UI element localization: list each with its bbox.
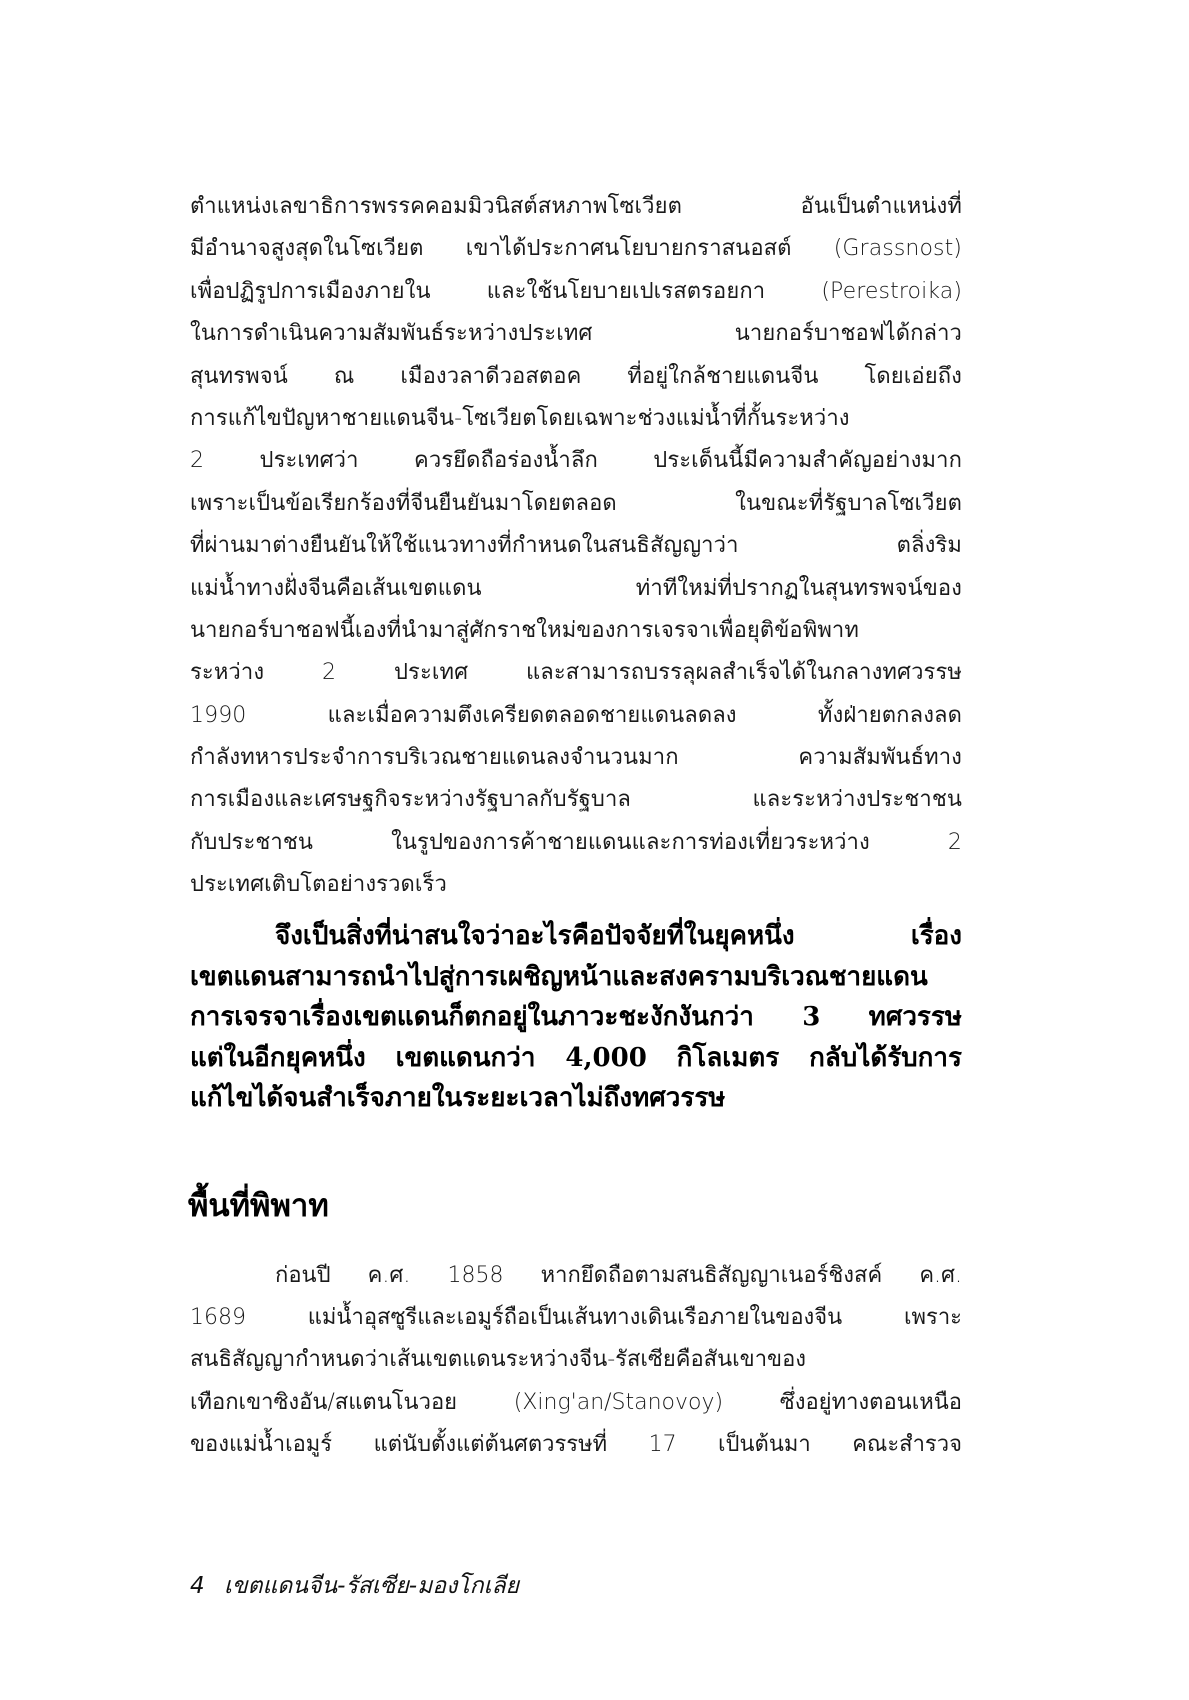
section-heading: พื้นที่พิพาท xyxy=(188,1188,329,1224)
text-line: การเมืองและเศรษฐกิจระหว่างรัฐบาลกับรัฐบาล และระหว่างประชาชน xyxy=(190,787,962,813)
text-line: 1689 แม่น้ำอุสซูรีและเอมูร์ถือเป็นเส้นทางเดินเรือภายในของจีน เพราะ xyxy=(190,1305,962,1331)
text-line: แต่ในอีกยุคหนึ่ง เขตแดนกว่า 4,000 กิโลเมตร กลับได้รับการ xyxy=(190,1042,962,1073)
running-title: เขตแดนจีน-รัสเซีย-มองโกเลีย xyxy=(223,1573,520,1599)
text-line: 1990 และเมื่อความตึงเครียดตลอดชายแดนลดลง ทั้งฝ่ายตกลงลด xyxy=(190,702,962,728)
text-line: เพราะเป็นข้อเรียกร้องที่จีนยืนยันมาโดยตลอด ในขณะที่รัฐบาลโซเวียต xyxy=(190,490,962,516)
page-footer xyxy=(190,1568,519,1604)
text-line: สุนทรพจน์ ณ เมืองวลาดีวอสตอค ที่อยู่ใกล้ชายแดนจีน โดยเอ่ยถึง xyxy=(190,363,962,389)
text-line: นายกอร์บาชอฟนี้เองที่นำมาสู่ศักราชใหม่ของการเจรจาเพื่อยุติข้อพิพาท xyxy=(190,617,859,643)
text-line: แก้ไขได้จนสำเร็จภายในระยะเวลาไม่ถึงทศวรรษ xyxy=(190,1083,726,1114)
text-line: 2 ประเทศว่า ควรยึดถือร่องน้ำลึก ประเด็นนี้มีความสำคัญอย่างมาก xyxy=(190,448,962,474)
text-line: เทือกเขาซิงอัน/สแตนโนวอย (Xing'an/Stanovoy) ซึ่งอยู่ทางตอนเหนือ xyxy=(190,1389,962,1415)
text-line: ตำแหน่งเลขาธิการพรรคคอมมิวนิสต์สหภาพโซเวียต อันเป็นตำแหน่งที่ xyxy=(190,194,962,219)
text-line: จึงเป็นสิ่งที่น่าสนใจว่าอะไรคือปัจจัยที่ในยุคหนึ่ง เรื่อง xyxy=(275,921,962,951)
paragraph-disputed-area xyxy=(190,1255,962,1466)
text-line: ระหว่าง 2 ประเทศ และสามารถบรรลุผลสำเร็จได้ในกลางทศวรรษ xyxy=(190,660,962,686)
text-line: การแก้ไขปัญหาชายแดนจีน-โซเวียตโดยเฉพาะช่วงแม่น้ำที่กั้นระหว่าง xyxy=(190,405,850,431)
text-line: ที่ผ่านมาต่างยืนยันให้ใช้แนวทางที่กำหนดในสนธิสัญญาว่า ตลิ่งริม xyxy=(190,533,962,559)
paragraph-emphasis xyxy=(190,916,962,1119)
text-line: ในการดำเนินความสัมพันธ์ระหว่างประเทศ นายกอร์บาชอฟได้กล่าว xyxy=(190,321,962,347)
text-line: ของแม่น้ำเอมูร์ แต่นับตั้งแต่ต้นศตวรรษที่ 17 เป็นต้นมา คณะสำรวจ xyxy=(190,1431,962,1457)
text-line: เพื่อปฏิรูปการเมืองภายใน และใช้นโยบายเปเรสตรอยกา (Perestroika) xyxy=(190,278,962,304)
text-line: กำลังทหารประจำการบริเวณชายแดนลงจำนวนมาก ความสัมพันธ์ทาง xyxy=(190,745,962,771)
text-line: กับประชาชน ในรูปของการค้าชายแดนและการท่องเที่ยวระหว่าง 2 xyxy=(190,829,962,855)
text-line: ก่อนปี ค.ศ. 1858 หากยึดถือตามสนธิสัญญาเนอร์ชิงสค์ ค.ศ. xyxy=(275,1263,962,1288)
text-line: การเจรจาเรื่องเขตแดนก็ตกอยู่ในภาวะชะงักงันกว่า 3 ทศวรรษ xyxy=(190,1002,962,1033)
text-line: เขตแดนสามารถนำไปสู่การเผชิญหน้าและสงครามบริเวณชายแดน xyxy=(190,961,928,992)
text-line: สนธิสัญญากำหนดว่าเส้นเขตแดนระหว่างจีน-รัสเซียคือสันเขาของ xyxy=(190,1347,807,1373)
text-line: มีอำนาจสูงสุดในโซเวียต เขาได้ประกาศนโยบายกราสนอสต์ (Grassnost) xyxy=(190,236,962,262)
text-line: แม่น้ำทางฝั่งจีนคือเส้นเขตแดน ท่าทีใหม่ที่ปรากฏในสุนทรพจน์ของ xyxy=(190,575,962,601)
page-number: 4 xyxy=(190,1573,205,1599)
text-line: ประเทศเติบโตอย่างรวดเร็ว xyxy=(190,872,447,898)
paragraph-intro xyxy=(190,186,962,907)
